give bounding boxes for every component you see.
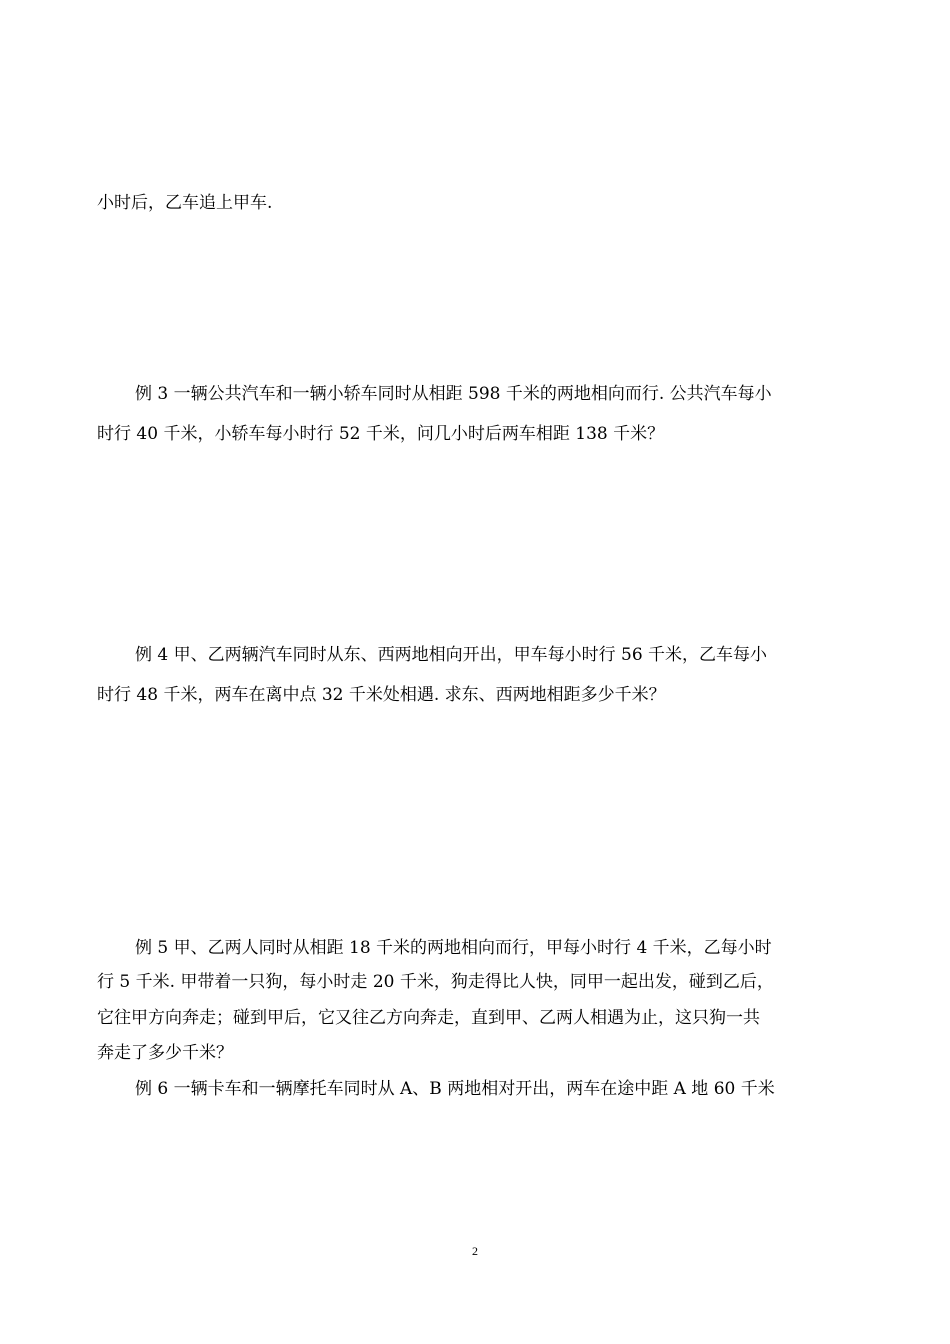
example-3-line-1: 例 3 一辆公共汽车和一辆小轿车同时从相距 598 千米的两地相向而行. 公共汽车每小 xyxy=(135,384,772,404)
example-3-line-2: 时行 40 千米，小轿车每小时行 52 千米，问几小时后两车相距 138 千米？ xyxy=(97,424,665,444)
example-5-line-2: 行 5 千米. 甲带着一只狗，每小时走 20 千米，狗走得比人快，同甲一起出发，碰到乙后， xyxy=(97,972,774,992)
example-4-line-2: 时行 48 千米，两车在离中点 32 千米处相遇. 求东、西两地相距多少千米？ xyxy=(97,685,666,705)
example-4-line-1: 例 4 甲、乙两辆汽车同时从东、西两地相向开出，甲车每小时行 56 千米，乙车每小 xyxy=(135,645,768,665)
example-6-line-1: 例 6 一辆卡车和一辆摩托车同时从 A、B 两地相对开出，两车在途中距 A 地 60 千米 xyxy=(135,1079,775,1099)
page-number: 2 xyxy=(472,1244,478,1258)
continuation-line: 小时后，乙车追上甲车. xyxy=(97,193,273,213)
example-5-line-3: 它往甲方向奔走；碰到甲后，它又往乙方向奔走，直到甲、乙两人相遇为止，这只狗一共 xyxy=(97,1008,760,1028)
example-5-line-4: 奔走了多少千米？ xyxy=(97,1043,233,1063)
example-5-line-1: 例 5 甲、乙两人同时从相距 18 千米的两地相向而行，甲每小时行 4 千米，乙每小时 xyxy=(135,938,772,958)
